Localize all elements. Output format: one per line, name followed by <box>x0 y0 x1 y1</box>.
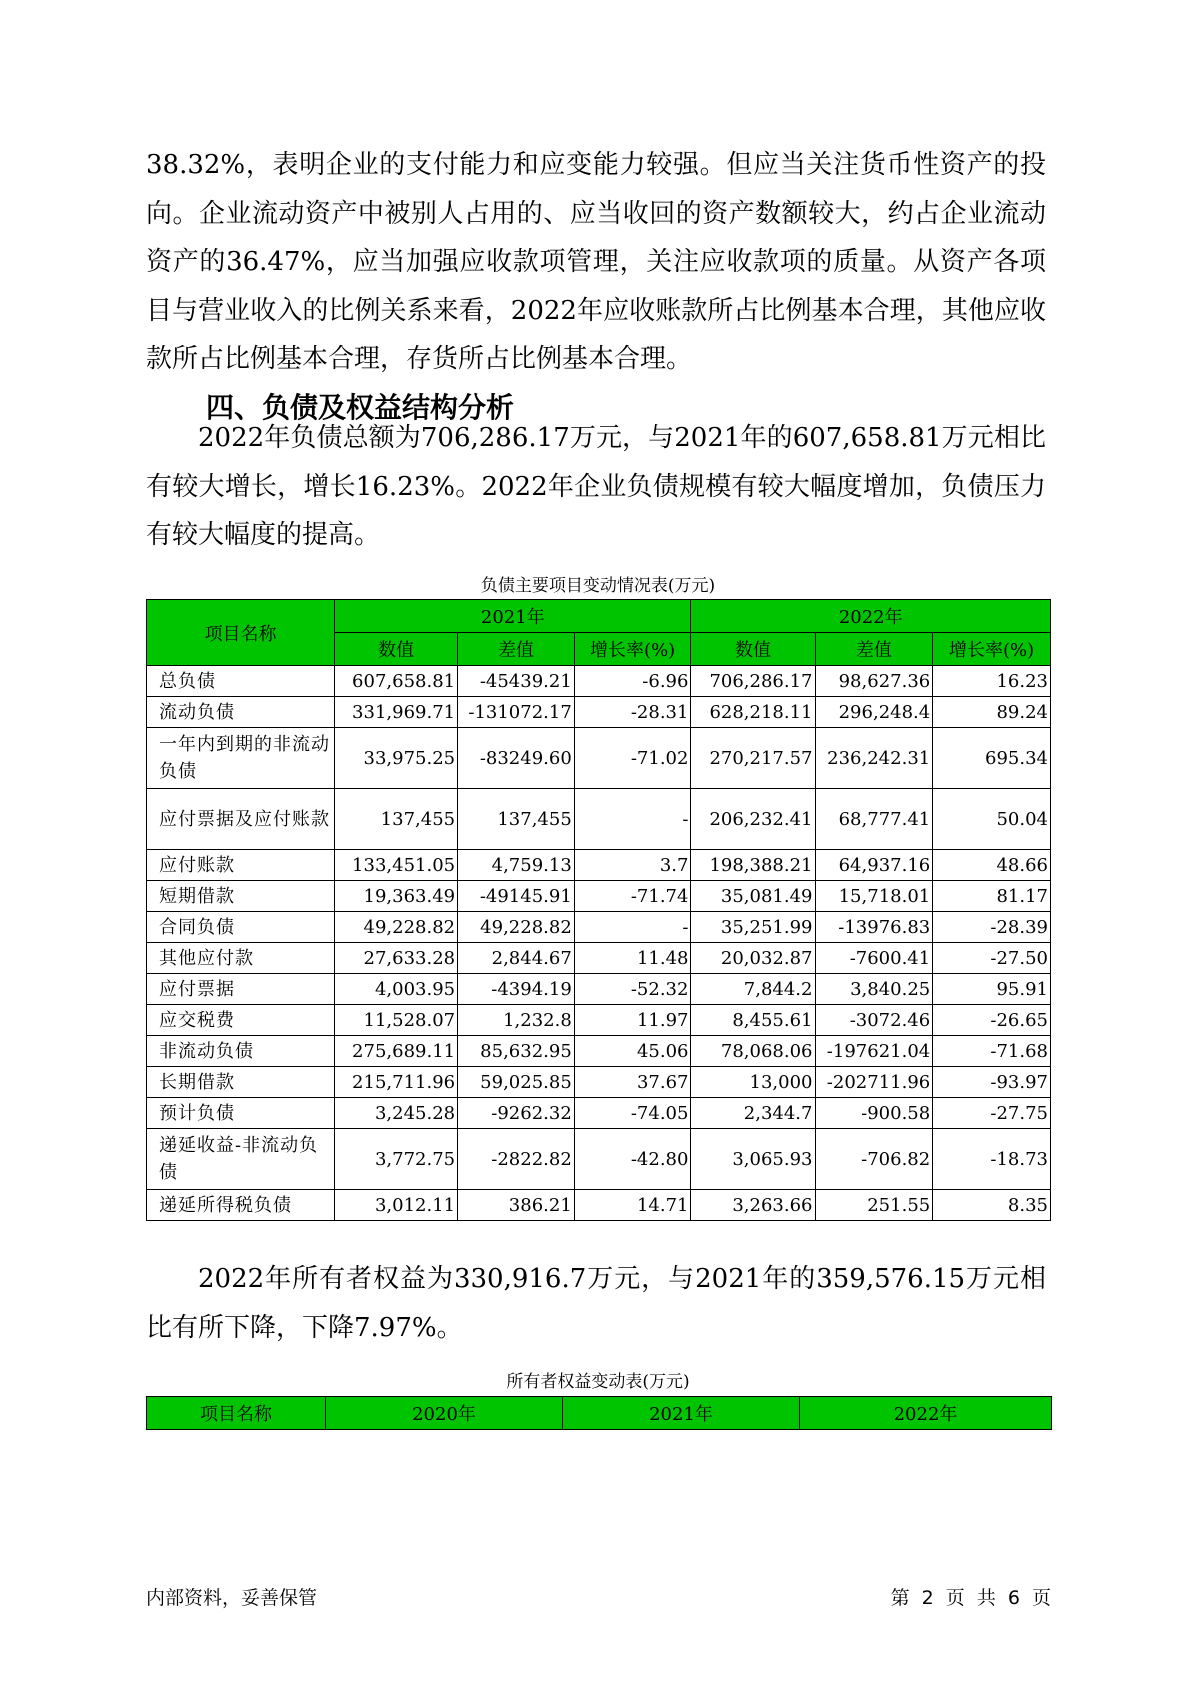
row-value-cell: 81.17 <box>933 881 1051 912</box>
row-value-cell: 386.21 <box>458 1190 575 1221</box>
row-value-cell: -18.73 <box>933 1129 1051 1190</box>
row-item-name: 非流动负债 <box>147 1036 335 1067</box>
header-year-2022: 2022年 <box>691 600 1051 633</box>
table-row <box>147 1005 1051 1036</box>
row-value-cell: 2,844.67 <box>458 943 575 974</box>
row-value-cell: 4,759.13 <box>458 850 575 881</box>
row-value-cell: -83249.60 <box>458 728 575 789</box>
row-value-cell: 49,228.82 <box>458 912 575 943</box>
row-value-cell: -202711.96 <box>815 1067 933 1098</box>
row-item-name: 一年内到期的非流动负债 <box>147 728 335 789</box>
row-value-cell: -52.32 <box>574 974 691 1005</box>
header-year-2021: 2021年 <box>335 600 691 633</box>
row-value-cell: -42.80 <box>574 1129 691 1190</box>
row-value-cell: -3072.46 <box>815 1005 933 1036</box>
row-value-cell: 37.67 <box>574 1067 691 1098</box>
table-row <box>147 1190 1051 1221</box>
row-value-cell: -131072.17 <box>458 697 575 728</box>
row-value-cell: -49145.91 <box>458 881 575 912</box>
row-item-name: 应付账款 <box>147 850 335 881</box>
footer-note: 内部资料，妥善保管 <box>146 1587 318 1609</box>
row-value-cell: -4394.19 <box>458 974 575 1005</box>
row-value-cell: -7600.41 <box>815 943 933 974</box>
row-value-cell: 16.23 <box>933 666 1051 697</box>
liability-table-caption: 负债主要项目变动情况表(万元) <box>480 576 716 596</box>
page-number: 第 2 页 共 6 页 <box>890 1587 1051 1609</box>
row-value-cell: 236,242.31 <box>815 728 933 789</box>
row-value-cell: -900.58 <box>815 1098 933 1129</box>
table-row <box>147 1067 1051 1098</box>
row-value-cell: - <box>574 912 691 943</box>
row-item-name: 递延收益-非流动负债 <box>147 1129 335 1190</box>
table-row <box>147 666 1051 697</box>
row-value-cell: 695.34 <box>933 728 1051 789</box>
row-item-name: 流动负债 <box>147 697 335 728</box>
row-value-cell: 20,032.87 <box>691 943 815 974</box>
row-value-cell: -27.75 <box>933 1098 1051 1129</box>
row-value-cell: 4,003.95 <box>335 974 458 1005</box>
paragraph-equity-summary: 2022年所有者权益为330,916.7万元，与2021年的359,576.15万元相比有所下降，下降7.97%。 <box>146 1264 1046 1343</box>
row-value-cell: 11.48 <box>574 943 691 974</box>
row-item-name: 总负债 <box>147 666 335 697</box>
row-value-cell: 3,012.11 <box>335 1190 458 1221</box>
row-value-cell: -71.68 <box>933 1036 1051 1067</box>
equity-header-cell: 2020年 <box>326 1397 563 1430</box>
table-row <box>147 1129 1051 1190</box>
row-value-cell: 8,455.61 <box>691 1005 815 1036</box>
row-value-cell: 137,455 <box>335 789 458 850</box>
row-value-cell: 89.24 <box>933 697 1051 728</box>
row-value-cell: 3.7 <box>574 850 691 881</box>
table-row <box>147 912 1051 943</box>
sub-header-cell: 差值 <box>815 633 933 666</box>
row-value-cell: 137,455 <box>458 789 575 850</box>
table-row <box>147 728 1051 789</box>
row-value-cell: 19,363.49 <box>335 881 458 912</box>
row-value-cell: 27,633.28 <box>335 943 458 974</box>
table-row <box>147 850 1051 881</box>
row-value-cell: 7,844.2 <box>691 974 815 1005</box>
row-item-name: 递延所得税负债 <box>147 1190 335 1221</box>
table-row <box>147 1098 1051 1129</box>
row-value-cell: 3,065.93 <box>691 1129 815 1190</box>
row-value-cell: -197621.04 <box>815 1036 933 1067</box>
row-value-cell: -28.31 <box>574 697 691 728</box>
equity-table-caption: 所有者权益变动表(万元) <box>506 1372 690 1392</box>
row-value-cell: 48.66 <box>933 850 1051 881</box>
row-value-cell: -9262.32 <box>458 1098 575 1129</box>
row-value-cell: -93.97 <box>933 1067 1051 1098</box>
row-value-cell: -28.39 <box>933 912 1051 943</box>
row-value-cell: 95.91 <box>933 974 1051 1005</box>
sub-header-cell: 差值 <box>458 633 575 666</box>
row-value-cell: 14.71 <box>574 1190 691 1221</box>
row-item-name: 预计负债 <box>147 1098 335 1129</box>
row-item-name: 应交税费 <box>147 1005 335 1036</box>
table-row <box>147 1036 1051 1067</box>
row-value-cell: 628,218.11 <box>691 697 815 728</box>
row-value-cell: -71.74 <box>574 881 691 912</box>
row-value-cell: 68,777.41 <box>815 789 933 850</box>
row-value-cell: 35,251.99 <box>691 912 815 943</box>
row-value-cell: -74.05 <box>574 1098 691 1129</box>
row-value-cell: -706.82 <box>815 1129 933 1190</box>
row-value-cell: 78,068.06 <box>691 1036 815 1067</box>
row-value-cell: 706,286.17 <box>691 666 815 697</box>
row-value-cell: 296,248.4 <box>815 697 933 728</box>
row-value-cell: 1,232.8 <box>458 1005 575 1036</box>
row-value-cell: 13,000 <box>691 1067 815 1098</box>
row-value-cell: 270,217.57 <box>691 728 815 789</box>
row-value-cell: 33,975.25 <box>335 728 458 789</box>
row-value-cell: -71.02 <box>574 728 691 789</box>
row-value-cell: 215,711.96 <box>335 1067 458 1098</box>
row-value-cell: -13976.83 <box>815 912 933 943</box>
sub-header-cell: 增长率(%) <box>933 633 1051 666</box>
row-value-cell: 3,263.66 <box>691 1190 815 1221</box>
table-row <box>147 697 1051 728</box>
equity-header-cell: 2022年 <box>800 1397 1052 1430</box>
row-value-cell: 15,718.01 <box>815 881 933 912</box>
equity-table <box>146 1396 1052 1430</box>
row-value-cell: - <box>574 789 691 850</box>
row-value-cell: 3,840.25 <box>815 974 933 1005</box>
row-value-cell: 85,632.95 <box>458 1036 575 1067</box>
row-value-cell: 8.35 <box>933 1190 1051 1221</box>
sub-header-cell: 数值 <box>691 633 815 666</box>
row-item-name: 长期借款 <box>147 1067 335 1098</box>
row-value-cell: 45.06 <box>574 1036 691 1067</box>
row-item-name: 短期借款 <box>147 881 335 912</box>
row-value-cell: 198,388.21 <box>691 850 815 881</box>
section-heading: 四、负债及权益结构分析 <box>206 391 515 424</box>
paragraph-asset-summary: 38.32%，表明企业的支付能力和应变能力较强。但应当关注货币性资产的投向。企业流动资产中被别人占用的、应当收回的资产数额较大，约占企业流动资产的36.47%，应当加强应收款项管理，关注应收款项的质量。从资产各项目与营业收入的比例关系来看，2022年应收账款所占比例基本合理，其他应收款所占比例基本合理，存货所占比例基本合理。 <box>146 150 1046 374</box>
row-value-cell: 49,228.82 <box>335 912 458 943</box>
row-value-cell: 11.97 <box>574 1005 691 1036</box>
row-item-name: 应付票据 <box>147 974 335 1005</box>
row-value-cell: 3,772.75 <box>335 1129 458 1190</box>
row-item-name: 应付票据及应付账款 <box>147 789 335 850</box>
sub-header-cell: 增长率(%) <box>574 633 691 666</box>
row-value-cell: -26.65 <box>933 1005 1051 1036</box>
header-item-name: 项目名称 <box>147 600 335 666</box>
row-value-cell: -45439.21 <box>458 666 575 697</box>
row-value-cell: 59,025.85 <box>458 1067 575 1098</box>
row-value-cell: 50.04 <box>933 789 1051 850</box>
liability-table <box>146 599 1051 1221</box>
table-row <box>147 789 1051 850</box>
row-value-cell: 206,232.41 <box>691 789 815 850</box>
row-value-cell: -27.50 <box>933 943 1051 974</box>
sub-header-cell: 数值 <box>335 633 458 666</box>
row-value-cell: 64,937.16 <box>815 850 933 881</box>
row-value-cell: 98,627.36 <box>815 666 933 697</box>
row-item-name: 合同负债 <box>147 912 335 943</box>
table-row <box>147 881 1051 912</box>
table-row <box>147 974 1051 1005</box>
row-value-cell: 3,245.28 <box>335 1098 458 1129</box>
row-value-cell: 275,689.11 <box>335 1036 458 1067</box>
row-value-cell: -6.96 <box>574 666 691 697</box>
row-item-name: 其他应付款 <box>147 943 335 974</box>
equity-header-cell: 2021年 <box>563 1397 800 1430</box>
paragraph-liability-summary: 2022年负债总额为706,286.17万元，与2021年的607,658.81万元相比有较大增长，增长16.23%。2022年企业负债规模有较大幅度增加，负债压力有较大幅度的提高。 <box>146 423 1046 550</box>
row-value-cell: 2,344.7 <box>691 1098 815 1129</box>
row-value-cell: 331,969.71 <box>335 697 458 728</box>
row-value-cell: 251.55 <box>815 1190 933 1221</box>
row-value-cell: 35,081.49 <box>691 881 815 912</box>
row-value-cell: 11,528.07 <box>335 1005 458 1036</box>
equity-header-cell: 项目名称 <box>147 1397 326 1430</box>
row-value-cell: 607,658.81 <box>335 666 458 697</box>
table-row <box>147 943 1051 974</box>
row-value-cell: 133,451.05 <box>335 850 458 881</box>
row-value-cell: -2822.82 <box>458 1129 575 1190</box>
